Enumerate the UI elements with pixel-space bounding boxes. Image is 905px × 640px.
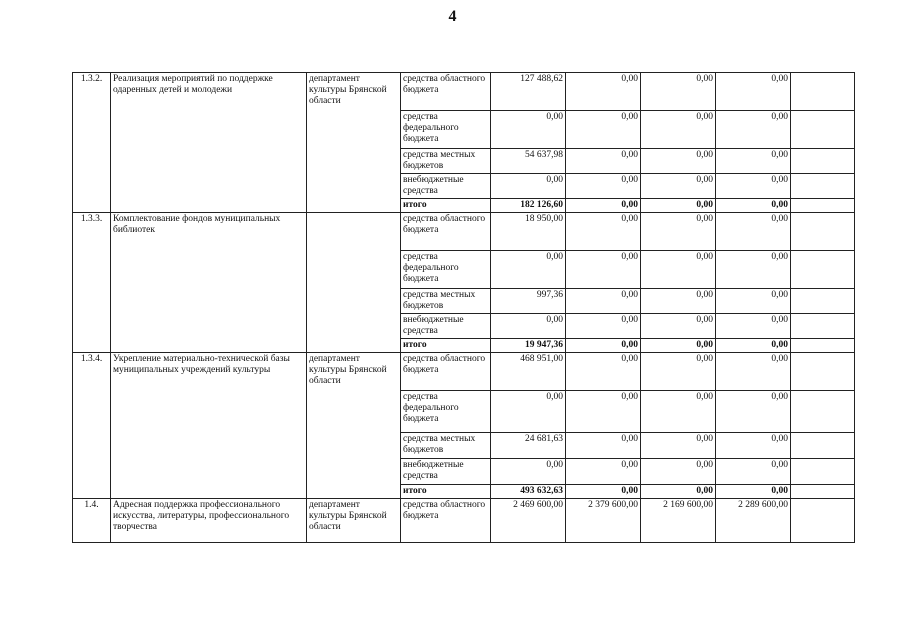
empty-cell [791,213,855,251]
empty-cell [791,149,855,174]
amount-cell: 0,00 [716,149,791,174]
row-code: 1.3.2. [73,73,111,213]
empty-cell [791,199,855,213]
amount-cell: 0,00 [641,213,716,251]
amount-cell: 18 950,00 [491,213,566,251]
amount-cell: 24 681,63 [491,433,566,459]
funding-source: итого [401,339,491,353]
amount-cell: 0,00 [641,289,716,314]
row-code: 1.3.3. [73,213,111,353]
amount-cell: 0,00 [566,433,641,459]
amount-cell: 182 126,60 [491,199,566,213]
amount-cell: 0,00 [716,73,791,111]
amount-cell: 0,00 [716,111,791,149]
amount-cell: 0,00 [641,199,716,213]
funding-source: внебюджетные средства [401,314,491,339]
page-number: 4 [448,8,457,25]
empty-cell [791,314,855,339]
empty-cell [791,289,855,314]
amount-cell: 2 169 600,00 [641,499,716,543]
amount-cell: 0,00 [491,459,566,485]
funding-source: внебюджетные средства [401,174,491,199]
funding-source: итого [401,199,491,213]
amount-cell: 0,00 [566,213,641,251]
empty-cell [791,499,855,543]
amount-cell: 0,00 [491,391,566,433]
amount-cell: 0,00 [716,353,791,391]
empty-cell [791,111,855,149]
empty-cell [791,251,855,289]
funding-source: средства федерального бюджета [401,251,491,289]
amount-cell: 0,00 [566,339,641,353]
amount-cell: 0,00 [641,391,716,433]
row-code: 1.4. [73,499,111,543]
amount-cell: 997,36 [491,289,566,314]
empty-cell [791,433,855,459]
amount-cell: 0,00 [716,289,791,314]
amount-cell: 0,00 [641,459,716,485]
amount-cell: 468 951,00 [491,353,566,391]
empty-cell [791,485,855,499]
amount-cell: 0,00 [491,111,566,149]
funding-source: средства областного бюджета [401,213,491,251]
amount-cell: 0,00 [641,433,716,459]
amount-cell: 0,00 [716,314,791,339]
amount-cell: 0,00 [716,251,791,289]
amount-cell: 0,00 [566,289,641,314]
amount-cell: 0,00 [641,111,716,149]
amount-cell: 0,00 [716,339,791,353]
funding-source: средства федерального бюджета [401,111,491,149]
amount-cell: 0,00 [566,314,641,339]
amount-cell: 0,00 [491,251,566,289]
funding-source: средства местных бюджетов [401,149,491,174]
amount-cell: 0,00 [641,314,716,339]
activity-name: Адресная поддержка профессионального искусства, литературы, профессионального творчества [111,499,307,543]
amount-cell: 0,00 [641,73,716,111]
amount-cell: 0,00 [491,174,566,199]
amount-cell: 0,00 [641,251,716,289]
amount-cell: 0,00 [716,433,791,459]
funding-source: средства местных бюджетов [401,433,491,459]
amount-cell: 0,00 [566,353,641,391]
amount-cell: 2 469 600,00 [491,499,566,543]
amount-cell: 0,00 [716,391,791,433]
funding-source: средства местных бюджетов [401,289,491,314]
row-code: 1.3.4. [73,353,111,499]
funding-source: средства областного бюджета [401,499,491,543]
amount-cell: 0,00 [641,353,716,391]
funding-source: средства федерального бюджета [401,391,491,433]
amount-cell: 0,00 [566,174,641,199]
table-row [73,73,855,111]
empty-cell [791,391,855,433]
amount-cell: 0,00 [566,73,641,111]
amount-cell: 493 632,63 [491,485,566,499]
amount-cell: 0,00 [566,149,641,174]
amount-cell: 0,00 [641,149,716,174]
activity-name: Укрепление материально-технической базы муниципальных учреждений культуры [111,353,307,499]
amount-cell: 127 488,62 [491,73,566,111]
amount-cell: 0,00 [716,199,791,213]
amount-cell: 0,00 [566,111,641,149]
table-row [73,499,855,543]
amount-cell: 0,00 [716,174,791,199]
budget-table [72,72,855,543]
executor: департамент культуры Брянской области [307,73,401,213]
executor: департамент культуры Брянской области [307,353,401,499]
amount-cell: 0,00 [716,459,791,485]
amount-cell: 0,00 [641,485,716,499]
amount-cell: 0,00 [716,485,791,499]
executor: департамент культуры Брянской области [307,499,401,543]
amount-cell: 0,00 [641,174,716,199]
table-row [73,353,855,391]
amount-cell: 0,00 [566,199,641,213]
empty-cell [791,174,855,199]
empty-cell [791,73,855,111]
amount-cell: 54 637,98 [491,149,566,174]
funding-source: итого [401,485,491,499]
amount-cell: 0,00 [566,459,641,485]
amount-cell: 0,00 [566,391,641,433]
amount-cell: 0,00 [491,314,566,339]
amount-cell: 2 379 600,00 [566,499,641,543]
table-row [73,213,855,251]
amount-cell: 0,00 [716,213,791,251]
funding-source: средства областного бюджета [401,73,491,111]
activity-name: Реализация мероприятий по поддержке одаренных детей и молодежи [111,73,307,213]
funding-source: внебюджетные средства [401,459,491,485]
amount-cell: 0,00 [641,339,716,353]
executor [307,213,401,353]
empty-cell [791,339,855,353]
amount-cell: 0,00 [566,251,641,289]
amount-cell: 0,00 [566,485,641,499]
empty-cell [791,353,855,391]
activity-name: Комплектование фондов муниципальных библиотек [111,213,307,353]
amount-cell: 19 947,36 [491,339,566,353]
empty-cell [791,459,855,485]
amount-cell: 2 289 600,00 [716,499,791,543]
funding-source: средства областного бюджета [401,353,491,391]
